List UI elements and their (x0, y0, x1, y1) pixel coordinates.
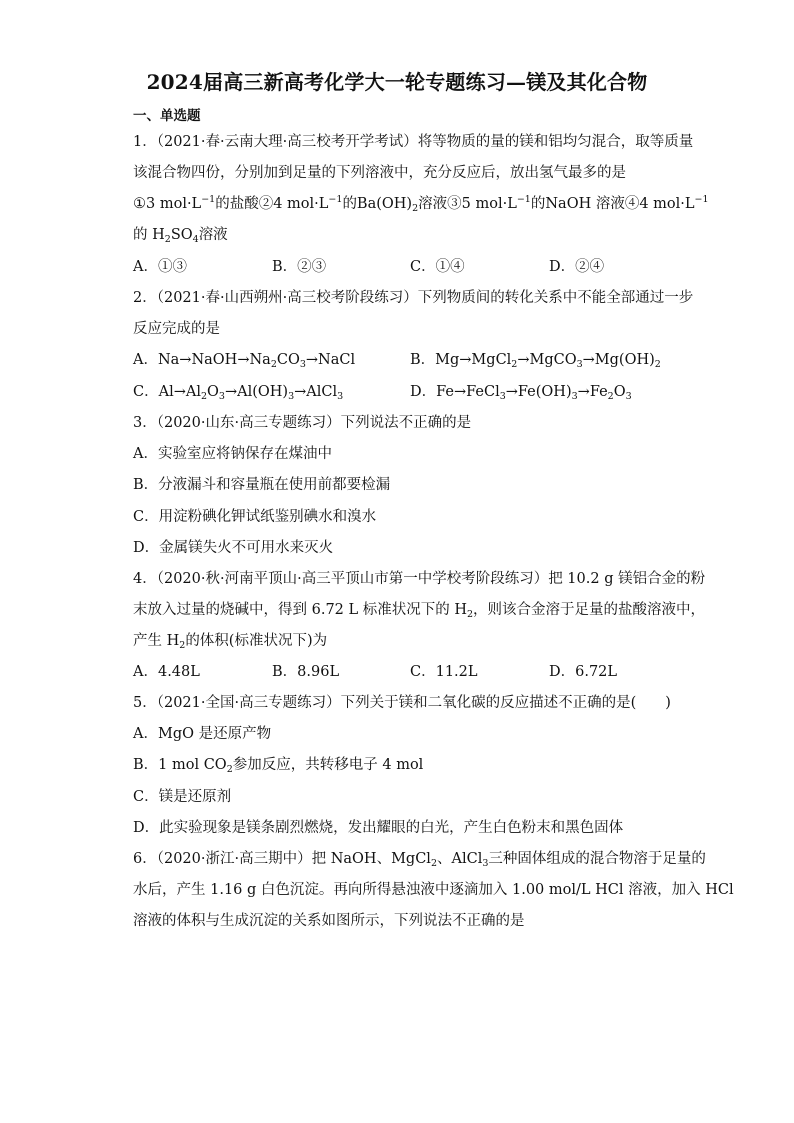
q3-stem: 3．（2020·山东·高三专题练习）下列说法不正确的是 (133, 415, 472, 431)
section-heading: 一、单选题 (133, 108, 201, 124)
q5-option-c: C．镁是还原剂 (133, 789, 232, 805)
q6-stem-line-2: 水后，产生 1.16 g 白色沉淀。再向所得悬浊液中逐滴加入 1.00 mol/L HCl 溶液，加入 HCl (133, 882, 734, 898)
q3-option-b: B．分液漏斗和容量瓶在使用前都要检漏 (133, 477, 391, 493)
q1-stem-line-3: ①3 $mol\cdot L^{-1}$的盐酸②4 $mol\cdot L^{-1}$的$Ba(OH)_2$溶液③5 $mol\cdot L^{-1}$的NaOH 溶液④4 $mol\cdot L^{-1}$ (133, 194, 709, 214)
q3-option-d: D．金属镁失火不可用水来灭火 (133, 540, 334, 556)
q3-option-a: A．实验室应将钠保存在煤油中 (133, 446, 332, 462)
q4-option-b: B．8.96L (272, 664, 340, 680)
q1-option-c: C．①④ (410, 259, 465, 275)
q3-option-c: C．用淀粉碘化钾试纸鉴别碘水和溴水 (133, 509, 377, 525)
q1-option-d: D．②④ (549, 259, 605, 275)
q6-stem-line-3: 溶液的体积与生成沉淀的关系如图所示，下列说法不正确的是 (133, 913, 525, 929)
q5-stem: 5．（2021·全国·高三专题练习）下列关于镁和二氧化碳的反应描述不正确的是( ) (133, 695, 671, 711)
q2-option-d: D．$Fe\to FeCl_3\to Fe(OH)_3\to Fe_2O_3$ (410, 384, 632, 402)
q2-stem-line-2: 反应完成的是 (133, 321, 220, 337)
q5-option-d: D．此实验现象是镁条剧烈燃烧，发出耀眼的白光，产生白色粉末和黑色固体 (133, 820, 624, 836)
q5-option-b: B．1 mol $CO_2$参加反应，共转移电子 4 mol (133, 757, 424, 775)
q4-option-d: D．6.72L (549, 664, 618, 680)
q2-stem-line-1: 2．（2021·春·山西朔州·高三校考阶段练习）下列物质间的转化关系中不能全部通过一步 (133, 290, 694, 306)
q4-stem-line-2: 末放入过量的烧碱中，得到 6.72 L 标准状况下的 $H_2$，则该合金溶于足量的盐酸溶液中， (133, 602, 706, 620)
q4-stem-line-1: 4．（2020·秋·河南平顶山·高三平顶山市第一中学校考阶段练习）把 10.2 g 镁铝合金的粉 (133, 571, 706, 587)
q4-option-c: C．11.2L (410, 664, 478, 680)
page-title: 2024届高三新高考化学大一轮专题练习—镁及其化合物 (146, 70, 648, 94)
q1-stem-line-4: 的 $H_2SO_4$溶液 (133, 227, 228, 245)
q1-option-a: A．①③ (133, 259, 187, 275)
q2-option-b: B．$Mg\to MgCl_2\to MgCO_3\to Mg(OH)_2$ (410, 352, 661, 370)
q1-stem-line-1: 1．（2021·春·云南大理·高三校考开学考试）将等物质的量的镁和铝均匀混合，取等质量 (133, 134, 694, 150)
q4-stem-line-3: 产生 $H_2$的体积(标准状况下)为 (133, 633, 328, 651)
q2-option-c: C．$Al\to Al_2O_3\to Al(OH)_3\to AlCl_3$ (133, 384, 344, 402)
q4-option-a: A．4.48L (133, 664, 200, 680)
q2-option-a: A．$Na\to NaOH\to Na_2CO_3\to NaCl$ (133, 352, 356, 370)
q6-stem-line-1: 6．（2020·浙江·高三期中）把 NaOH、MgCl$_2$、AlCl$_3$三种固体组成的混合物溶于足量的 (133, 851, 706, 869)
q5-option-a: A．MgO 是还原产物 (133, 726, 272, 742)
q1-option-b: B．②③ (272, 259, 327, 275)
q1-stem-line-2: 该混合物四份，分别加到足量的下列溶液中，充分反应后，放出氢气最多的是 (133, 165, 626, 181)
